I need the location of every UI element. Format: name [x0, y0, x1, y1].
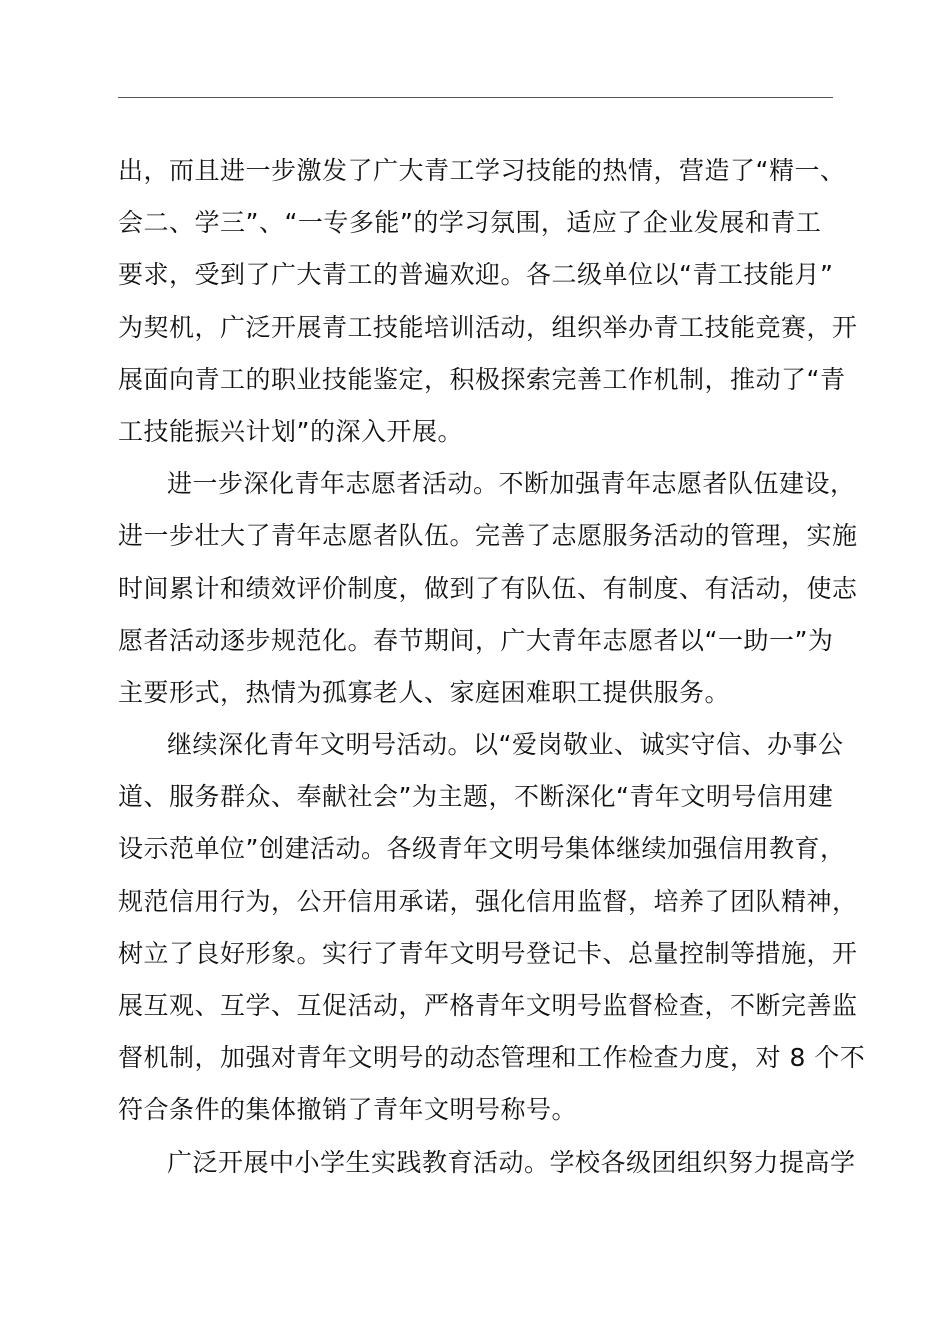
text-line: 主要形式，热情为孤寡老人、家庭困难职工提供服务。 — [118, 677, 731, 707]
text-line: 为契机，广泛开展青工技能培训活动，组织举办青工技能竞赛，开 — [118, 312, 858, 342]
text-line: 愿者活动逐步规范化。春节期间，广大青年志愿者以“一助一”为 — [118, 625, 834, 655]
text-line: 会二、学三”、“一专多能”的学习氛围，适应了企业发展和青工 — [118, 208, 822, 238]
text-line: 督机制，加强对青年文明号的动态管理和工作检查力度，对 8 个不 — [118, 1043, 866, 1073]
text-line: 时间累计和绩效评价制度，做到了有队伍、有制度、有活动，使志 — [118, 573, 858, 603]
text-line: 展面向青工的职业技能鉴定，积极探索完善工作机制，推动了“青 — [118, 364, 846, 394]
text-line: 符合条件的集体撤销了青年文明号称号。 — [118, 1095, 578, 1125]
text-line: 展互观、互学、互促活动，严格青年文明号监督检查，不断完善监 — [118, 991, 858, 1020]
text-line: 规范信用行为，公开信用承诺，强化信用监督，培养了团队精神， — [118, 886, 858, 916]
text-line: 道、服务群众、奉献社会”为主题，不断深化“青年文明号信用建 — [118, 782, 834, 812]
text-line: 出，而且进一步激发了广大青工学习技能的热情，营造了“精一、 — [118, 156, 846, 185]
text-line: 进一步壮大了青年志愿者队伍。完善了志愿服务活动的管理，实施 — [118, 521, 858, 551]
text-line: 设示范单位”创建活动。各级青年文明号集体继续加强信用教育， — [118, 834, 846, 864]
document-body — [118, 145, 866, 1189]
text-line: 工技能振兴计划”的深入开展。 — [118, 416, 463, 446]
text-line: 树立了良好形象。实行了青年文明号登记卡、总量控制等措施，开 — [118, 938, 858, 968]
paragraph-start-line: 广泛开展中小学生实践教育活动。学校各级团组织努力提高学 — [167, 1147, 856, 1177]
paragraph-start-line: 进一步深化青年志愿者活动。不断加强青年志愿者队伍建设， — [167, 469, 856, 499]
paragraph-start-line: 继续深化青年文明号活动。以“爱岗敬业、诚实守信、办事公 — [167, 730, 844, 760]
header-rule — [118, 97, 833, 98]
text-line: 要求，受到了广大青工的普遍欢迎。各二级单位以“青工技能月” — [118, 260, 834, 290]
